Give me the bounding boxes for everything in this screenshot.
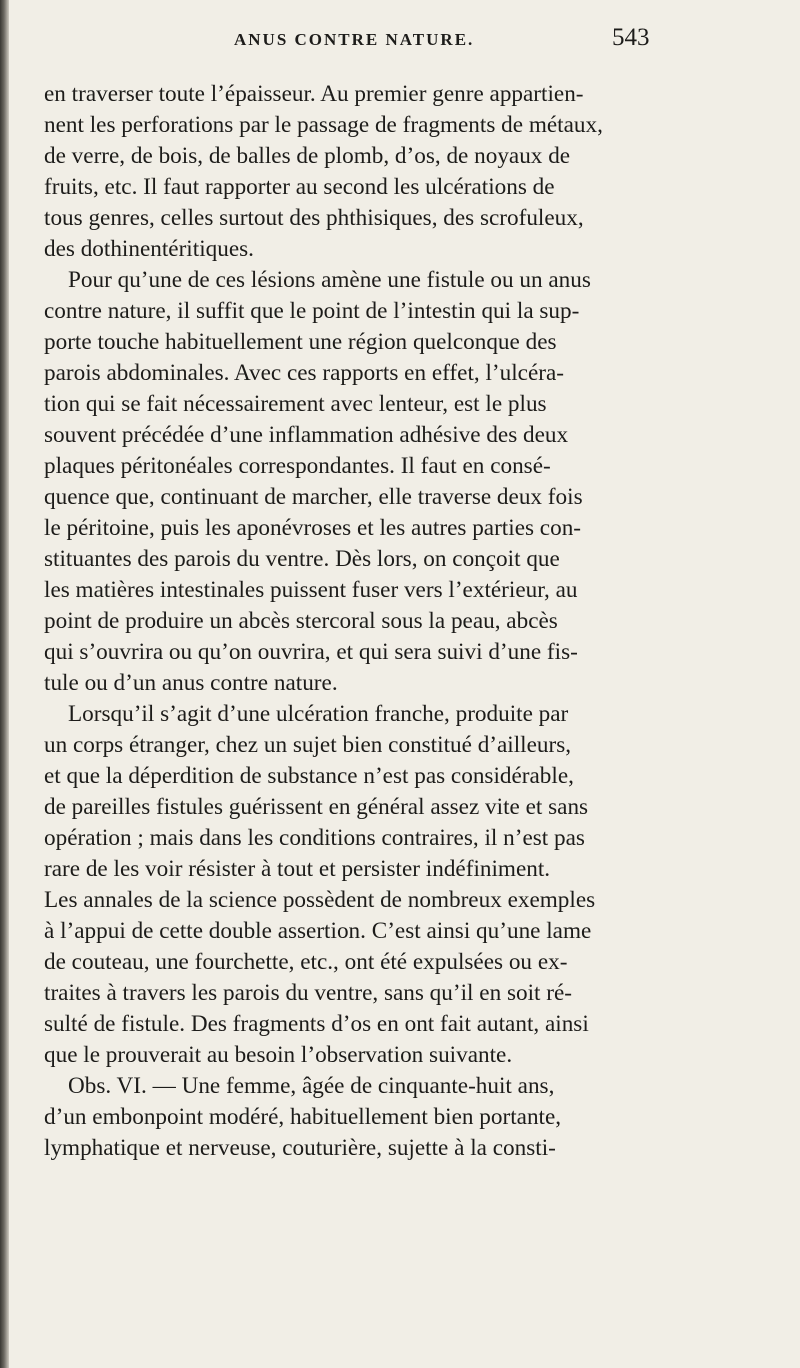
- page-gutter-shadow: [0, 0, 9, 1368]
- text-line: d’un embonpoint modéré, habituellement bien portante,: [44, 1104, 562, 1130]
- text-line: porte touche habituellement une région quelconque des: [44, 329, 557, 355]
- text-line: le péritoine, puis les aponévroses et les autres parties con-: [44, 515, 582, 541]
- text-line: souvent précédée d’une inflammation adhésive des deux: [44, 422, 569, 448]
- text-line: point de produire un abcès stercoral sous la peau, abcès: [44, 608, 558, 634]
- text-line: plaques péritonéales correspondantes. Il faut en consé-: [44, 453, 551, 479]
- text-line: un corps étranger, chez un sujet bien constitué d’ailleurs,: [44, 732, 572, 758]
- text-line: les matières intestinales puissent fuser vers l’extérieur, au: [44, 577, 578, 603]
- page-header: [0, 20, 800, 60]
- text-line: des dothinentéritiques.: [44, 236, 254, 262]
- text-line: nent les perforations par le passage de fragments de métaux,: [44, 112, 603, 138]
- text-line: sulté de fistule. Des fragments d’os en ont fait autant, ainsi: [44, 1011, 589, 1037]
- text-line: Les annales de la science possèdent de nombreux exemples: [44, 887, 596, 913]
- text-line: qui s’ouvrira ou qu’on ouvrira, et qui sera suivi d’une fis-: [44, 639, 578, 665]
- text-line: parois abdominales. Avec ces rapports en effet, l’ulcéra-: [44, 360, 564, 386]
- text-line: de pareilles fistules guérissent en général assez vite et sans: [44, 794, 589, 820]
- text-line: que le prouverait au besoin l’observation suivante.: [44, 1042, 513, 1068]
- text-line: tule ou d’un anus contre nature.: [44, 670, 338, 696]
- text-line: traites à travers les parois du ventre, sans qu’il en soit ré-: [44, 980, 572, 1006]
- text-line: lymphatique et nerveuse, couturière, sujette à la consti-: [44, 1135, 556, 1161]
- text-line: quence que, continuant de marcher, elle traverse deux fois: [44, 484, 583, 510]
- text-line: à l’appui de cette double assertion. C’est ainsi qu’une lame: [44, 918, 592, 944]
- text-line: tion qui se fait nécessairement avec lenteur, est le plus: [44, 391, 547, 417]
- text-line: Obs. VI. — Une femme, âgée de cinquante-huit ans,: [68, 1073, 555, 1099]
- page-number: 543: [612, 24, 650, 51]
- text-line: rare de les voir résister à tout et persister indéfiniment.: [44, 856, 551, 882]
- text-line: tous genres, celles surtout des phthisiques, des scrofuleux,: [44, 205, 584, 231]
- text-line: en traverser toute l’épaisseur. Au premier genre appartien-: [44, 81, 584, 107]
- text-line: Pour qu’une de ces lésions amène une fistule ou un anus: [68, 267, 591, 293]
- text-line: de couteau, une fourchette, etc., ont été expulsées ou ex-: [44, 949, 568, 975]
- text-line: stituantes des parois du ventre. Dès lors, on conçoit que: [44, 546, 560, 572]
- running-head: ANUS CONTRE NATURE.: [234, 30, 475, 49]
- text-line: Lorsqu’il s’agit d’une ulcération franche, produite par: [68, 701, 569, 727]
- text-line: de verre, de bois, de balles de plomb, d’os, de noyaux de: [44, 143, 571, 169]
- text-line: fruits, etc. Il faut rapporter au second les ulcérations de: [44, 174, 555, 200]
- text-line: contre nature, il suffit que le point de l’intestin qui la sup-: [44, 298, 580, 324]
- text-line: et que la déperdition de substance n’est pas considérable,: [44, 763, 574, 789]
- text-line: opération ; mais dans les conditions contraires, il n’est pas: [44, 825, 585, 851]
